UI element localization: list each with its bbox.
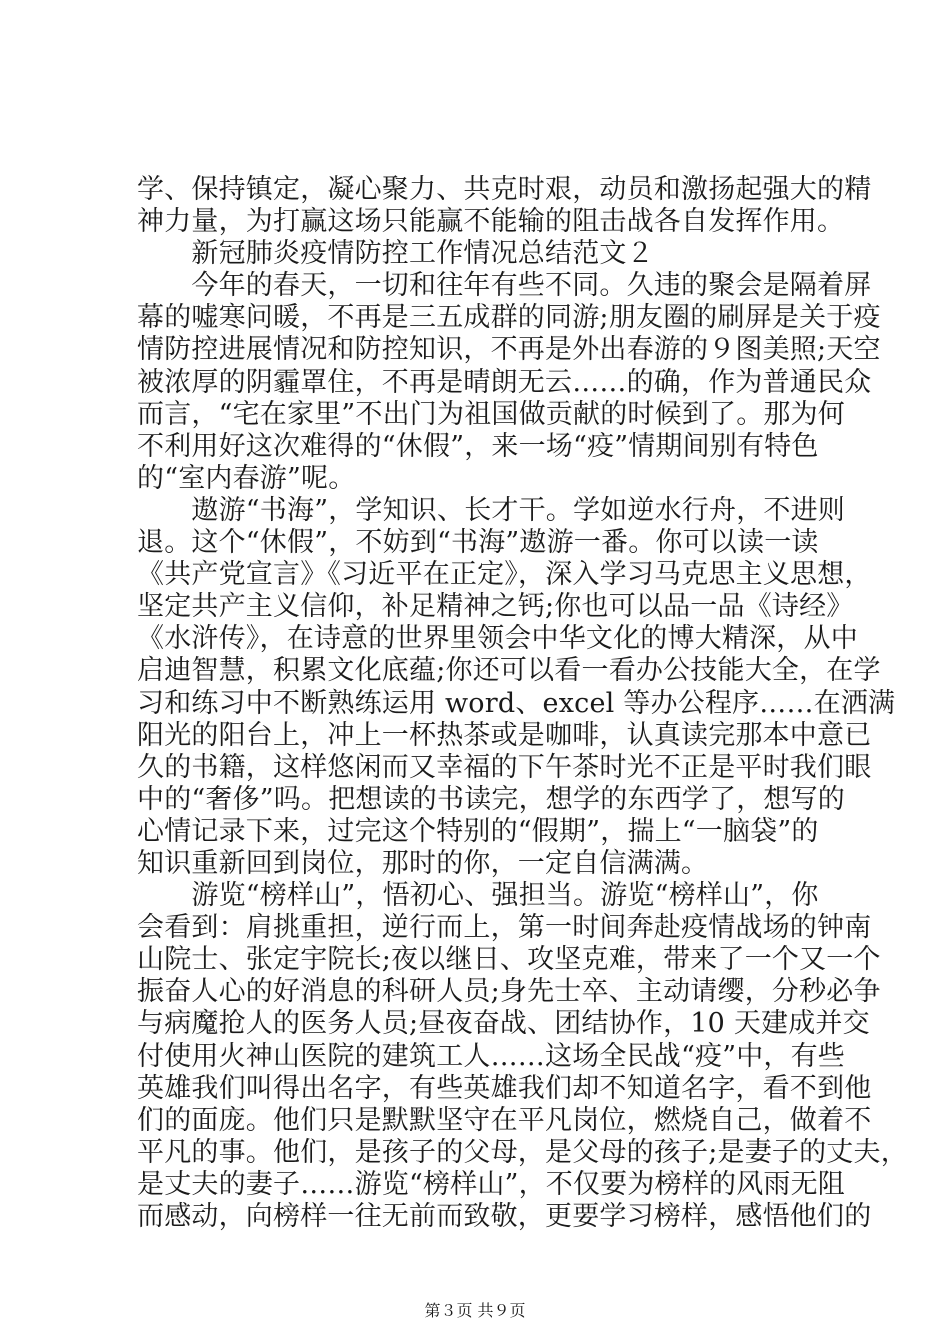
- text-line: 情防控进展情况和防控知识，不再是外出春游的９图美照;天空: [137, 334, 881, 366]
- text-line: 平凡的事。他们，是孩子的父母，是父母的孩子;是妻子的丈夫，: [137, 1136, 908, 1168]
- text-line: 会看到：肩挑重担，逆行而上，第一时间奔赴疫情战场的钟南: [137, 912, 872, 944]
- text-line: 而言，“宅在家里”不出门为祖国做贡献的时候到了。那为何: [137, 398, 846, 430]
- text-line: 习和练习中不断熟练运用 word、excel 等办公程序……在洒满: [137, 687, 896, 719]
- text-line: 知识重新回到岗位，那时的你，一定自信满满。: [137, 847, 709, 879]
- text-line: 振奋人心的好消息的科研人员;身先士卒、主动请缨，分秒必争: [137, 976, 881, 1008]
- text-line: 久的书籍，这样悠闲而又幸福的下午茶时光不正是平时我们眼: [137, 751, 872, 783]
- text-line: 《共产党宣言》《习近平在正定》，深入学习马克思主义思想，: [137, 559, 872, 591]
- text-line: 而感动，向榜样一往无前而致敬，更要学习榜样，感悟他们的: [137, 1201, 872, 1232]
- text-line: 山院士、张定宇院长;夜以继日、攻坚克难，带来了一个又一个: [137, 944, 881, 976]
- text-line: 是丈夫的妻子……游览“榜样山”，不仅要为榜样的风雨无阻: [137, 1168, 846, 1200]
- text-line: 启迪智慧，积累文化底蕴;你还可以看一看办公技能大全，在学: [137, 655, 881, 687]
- text-line: 被浓厚的阴霾罩住，不再是晴朗无云……的确，作为普通民众: [137, 366, 872, 398]
- text-line: 付使用火神山医院的建筑工人……这场全民战“疫”中，有些: [137, 1040, 846, 1072]
- text-line: 退。这个“休假”，不妨到“书海”遨游一番。你可以读一读: [137, 527, 819, 559]
- text-line: 心情记录下来，过完这个特别的“假期”，揣上“一脑袋”的: [137, 815, 819, 847]
- text-line: 与病魔抢人的医务人员;昼夜奋战、团结协作，10 天建成并交: [137, 1008, 870, 1040]
- text-line: 英雄我们叫得出名字，有些英雄我们却不知道名字，看不到他: [137, 1072, 872, 1104]
- text-line: 游览“榜样山”，悟初心、强担当。游览“榜样山”，你: [137, 880, 819, 912]
- section-heading: 新冠肺炎疫情防控工作情况总结范文２: [137, 238, 654, 270]
- text-line: 《水浒传》，在诗意的世界里领会中华文化的博大精深，从中: [137, 623, 858, 655]
- text-line: 中的“奢侈”吗。把想读的书读完，想学的东西学了，想写的: [137, 783, 846, 815]
- text-line: 的“室内春游”呢。: [137, 462, 356, 494]
- text-line: 不利用好这次难得的“休假”，来一场“疫”情期间别有特色: [137, 430, 819, 462]
- text-line: 幕的嘘寒问暖，不再是三五成群的同游;朋友圈的刷屏是关于疫: [137, 302, 881, 334]
- text-line: 阳光的阳台上，冲上一杯热茶或是咖啡，认真读完那本中意已: [137, 719, 872, 751]
- text-line: 遨游“书海”，学知识、长才干。学如逆水行舟，不进则: [137, 494, 846, 526]
- text-line: 学、保持镇定，凝心聚力、共克时艰，动员和激扬起强大的精: [137, 174, 872, 205]
- text-line: 神力量，为打赢这场只能赢不能输的阻击战各自发挥作用。: [137, 206, 845, 238]
- text-line: 坚定共产主义信仰，补足精神之钙;你也可以品一品《诗经》: [137, 591, 854, 623]
- page-number-footer: 第３页 共９页: [424, 1301, 526, 1320]
- text-line: 们的面庞。他们只是默默坚守在平凡岗位，燃烧自己，做着不: [137, 1104, 872, 1136]
- body-text: [137, 174, 908, 1233]
- text-line: 今年的春天，一切和往年有些不同。久违的聚会是隔着屏: [137, 270, 872, 302]
